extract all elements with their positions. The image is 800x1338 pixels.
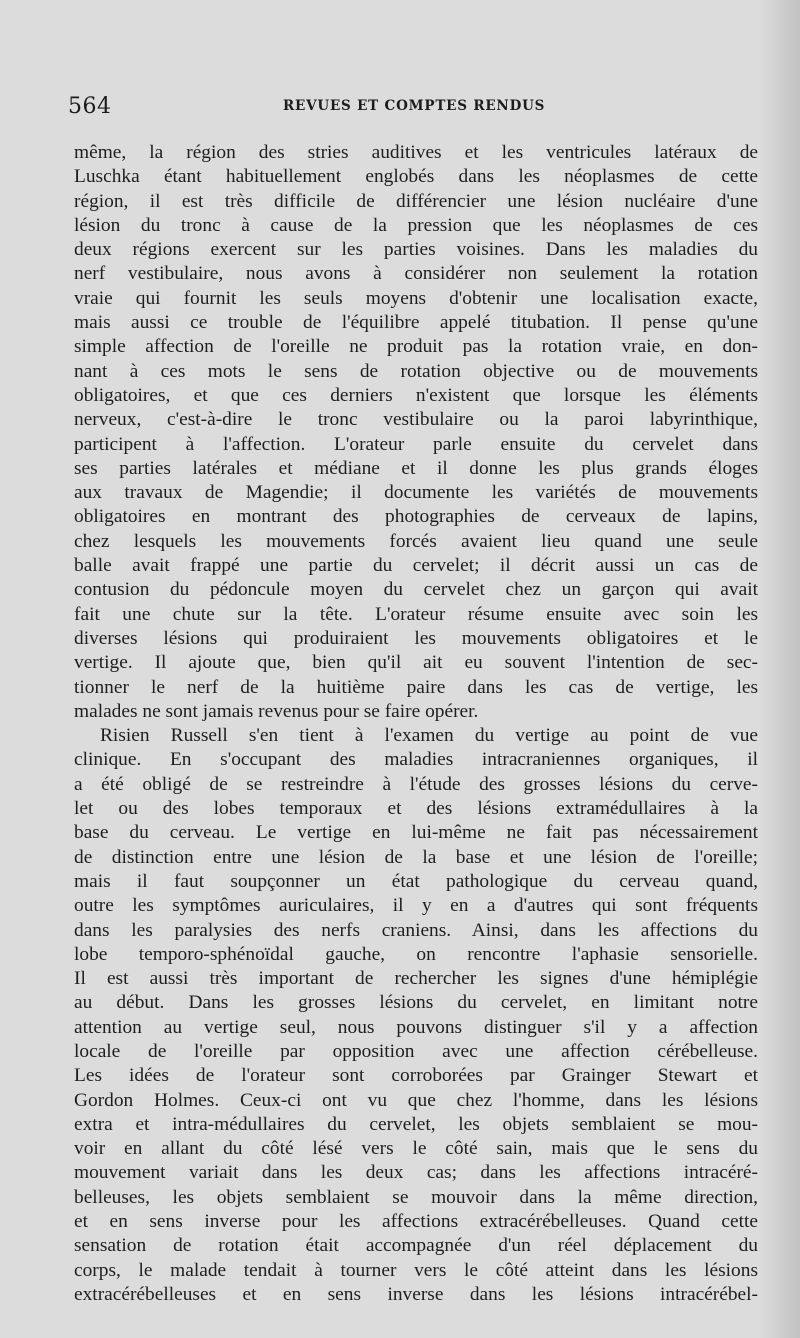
text-line: deux régions exercent sur les parties voisines. Dans les maladies du [74,239,758,261]
text-line: au début. Dans les grosses lésions du cervelet, en limitant notre [74,992,758,1014]
text-line: Luschka étant habituellement englobés dans les néoplasmes de cette [74,166,758,188]
page-header [68,94,760,124]
text-line: corps, le malade tendait à tourner vers le côté atteint dans les lésions [74,1259,758,1281]
text-line: extracérébelleuses et en sens inverse dans les lésions intracérébel- [74,1283,758,1305]
text-line: fait une chute sur la tête. L'orateur résume ensuite avec soin les [74,603,758,625]
text-line: diverses lésions qui produiraient les mouvements obligatoires et le [74,627,758,649]
text-line: nerf vestibulaire, nous avons à considérer non seulement la rotation [74,263,758,285]
text-line: belleuses, les objets semblaient se mouvoir dans la même direction, [74,1186,758,1208]
text-line: contusion du pédoncule moyen du cervelet chez un garçon qui avait [74,579,758,601]
text-line: a été obligé de se restreindre à l'étude des grosses lésions du cerve- [74,773,758,795]
paragraph-end-line: malades ne sont jamais revenus pour se faire opérer. [74,700,479,722]
text-line: nerveux, c'est-à-dire le tronc vestibulaire ou la paroi labyrinthique, [74,409,758,431]
text-line: attention au vertige seul, nous pouvons distinguer s'il y a affection [74,1016,758,1038]
text-line: mouvement variait dans les deux cas; dans les affections intracéré- [74,1162,758,1184]
text-line: Gordon Holmes. Ceux-ci ont vu que chez l'homme, dans les lésions [74,1089,758,1111]
text-line: tionner le nerf de la huitième paire dans les cas de vertige, les [74,676,758,698]
text-line: et en sens inverse pour les affections extracérébelleuses. Quand cette [74,1211,758,1233]
text-line: Les idées de l'orateur sont corroborées par Grainger Stewart et [74,1065,758,1087]
text-line: extra et intra-médullaires du cervelet, les objets semblaient se mou- [74,1113,758,1135]
text-line: obligatoires en montrant des photographies de cerveaux de lapins, [74,506,758,528]
text-line: base du cerveau. Le vertige en lui-même ne fait pas nécessairement [74,822,758,844]
text-line: Il est aussi très important de rechercher les signes d'une hémiplégie [74,968,758,990]
text-line: obligatoires, et que ces derniers n'existent que lorsque les éléments [74,384,758,406]
text-line: chez lesquels les mouvements forcés avaient lieu quand une seule [74,530,758,552]
text-line: lobe temporo-sphénoïdal gauche, on rencontre l'aphasie sensorielle. [74,943,758,965]
running-head: REVUES ET COMPTES RENDUS [283,98,546,114]
text-line: même, la région des stries auditives et les ventricules latéraux de [74,142,758,163]
text-line: de distinction entre une lésion de la base et une lésion de l'oreille; [74,846,758,868]
text-line: dans les paralysies des nerfs craniens. Ainsi, dans les affections du [74,919,758,941]
paragraph-start-line: Risien Russell s'en tient à l'examen du vertige au point de vue [100,725,758,747]
text-line: clinique. En s'occupant des maladies intracraniennes organiques, il [74,749,758,771]
text-line: lésion du tronc à cause de la pression que les néoplasmes de ces [74,214,758,236]
text-line: mais il faut soupçonner un état pathologique du cerveau quand, [74,870,758,892]
text-line: mais aussi ce trouble de l'équilibre appelé titubation. Il pense qu'une [74,312,758,334]
text-line: nant à ces mots le sens de rotation objective ou de mouvements [74,360,758,382]
text-line: voir en allant du côté lésé vers le côté sain, mais que le sens du [74,1138,758,1160]
text-line: aux travaux de Magendie; il documente les variétés de mouvements [74,482,758,504]
text-line: sensation de rotation était accompagnée d'un réel déplacement du [74,1235,758,1257]
text-line: simple affection de l'oreille ne produit pas la rotation vraie, en don- [74,336,758,358]
page-number: 564 [68,94,112,119]
text-line: ses parties latérales et médiane et il donne les plus grands éloges [74,457,758,479]
page-edge-shadow [760,0,800,1338]
text-line: let ou des lobes temporaux et des lésions extramédullaires à la [74,798,758,820]
text-line: vertige. Il ajoute que, bien qu'il ait eu souvent l'intention de sec- [74,652,758,674]
text-line: outre les symptômes auriculaires, il y en a d'autres qui sont fréquents [74,895,758,917]
text-line: balle avait frappé une partie du cervelet; il décrit aussi un cas de [74,555,758,577]
text-line: région, il est très difficile de différencier une lésion nucléaire d'une [74,190,758,212]
text-line: vraie qui fournit les seuls moyens d'obtenir une localisation exacte, [74,287,758,309]
text-line: locale de l'oreille par opposition avec une affection cérébelleuse. [74,1040,758,1062]
body-text [74,141,758,1307]
text-line: participent à l'affection. L'orateur parle ensuite du cervelet dans [74,433,758,455]
